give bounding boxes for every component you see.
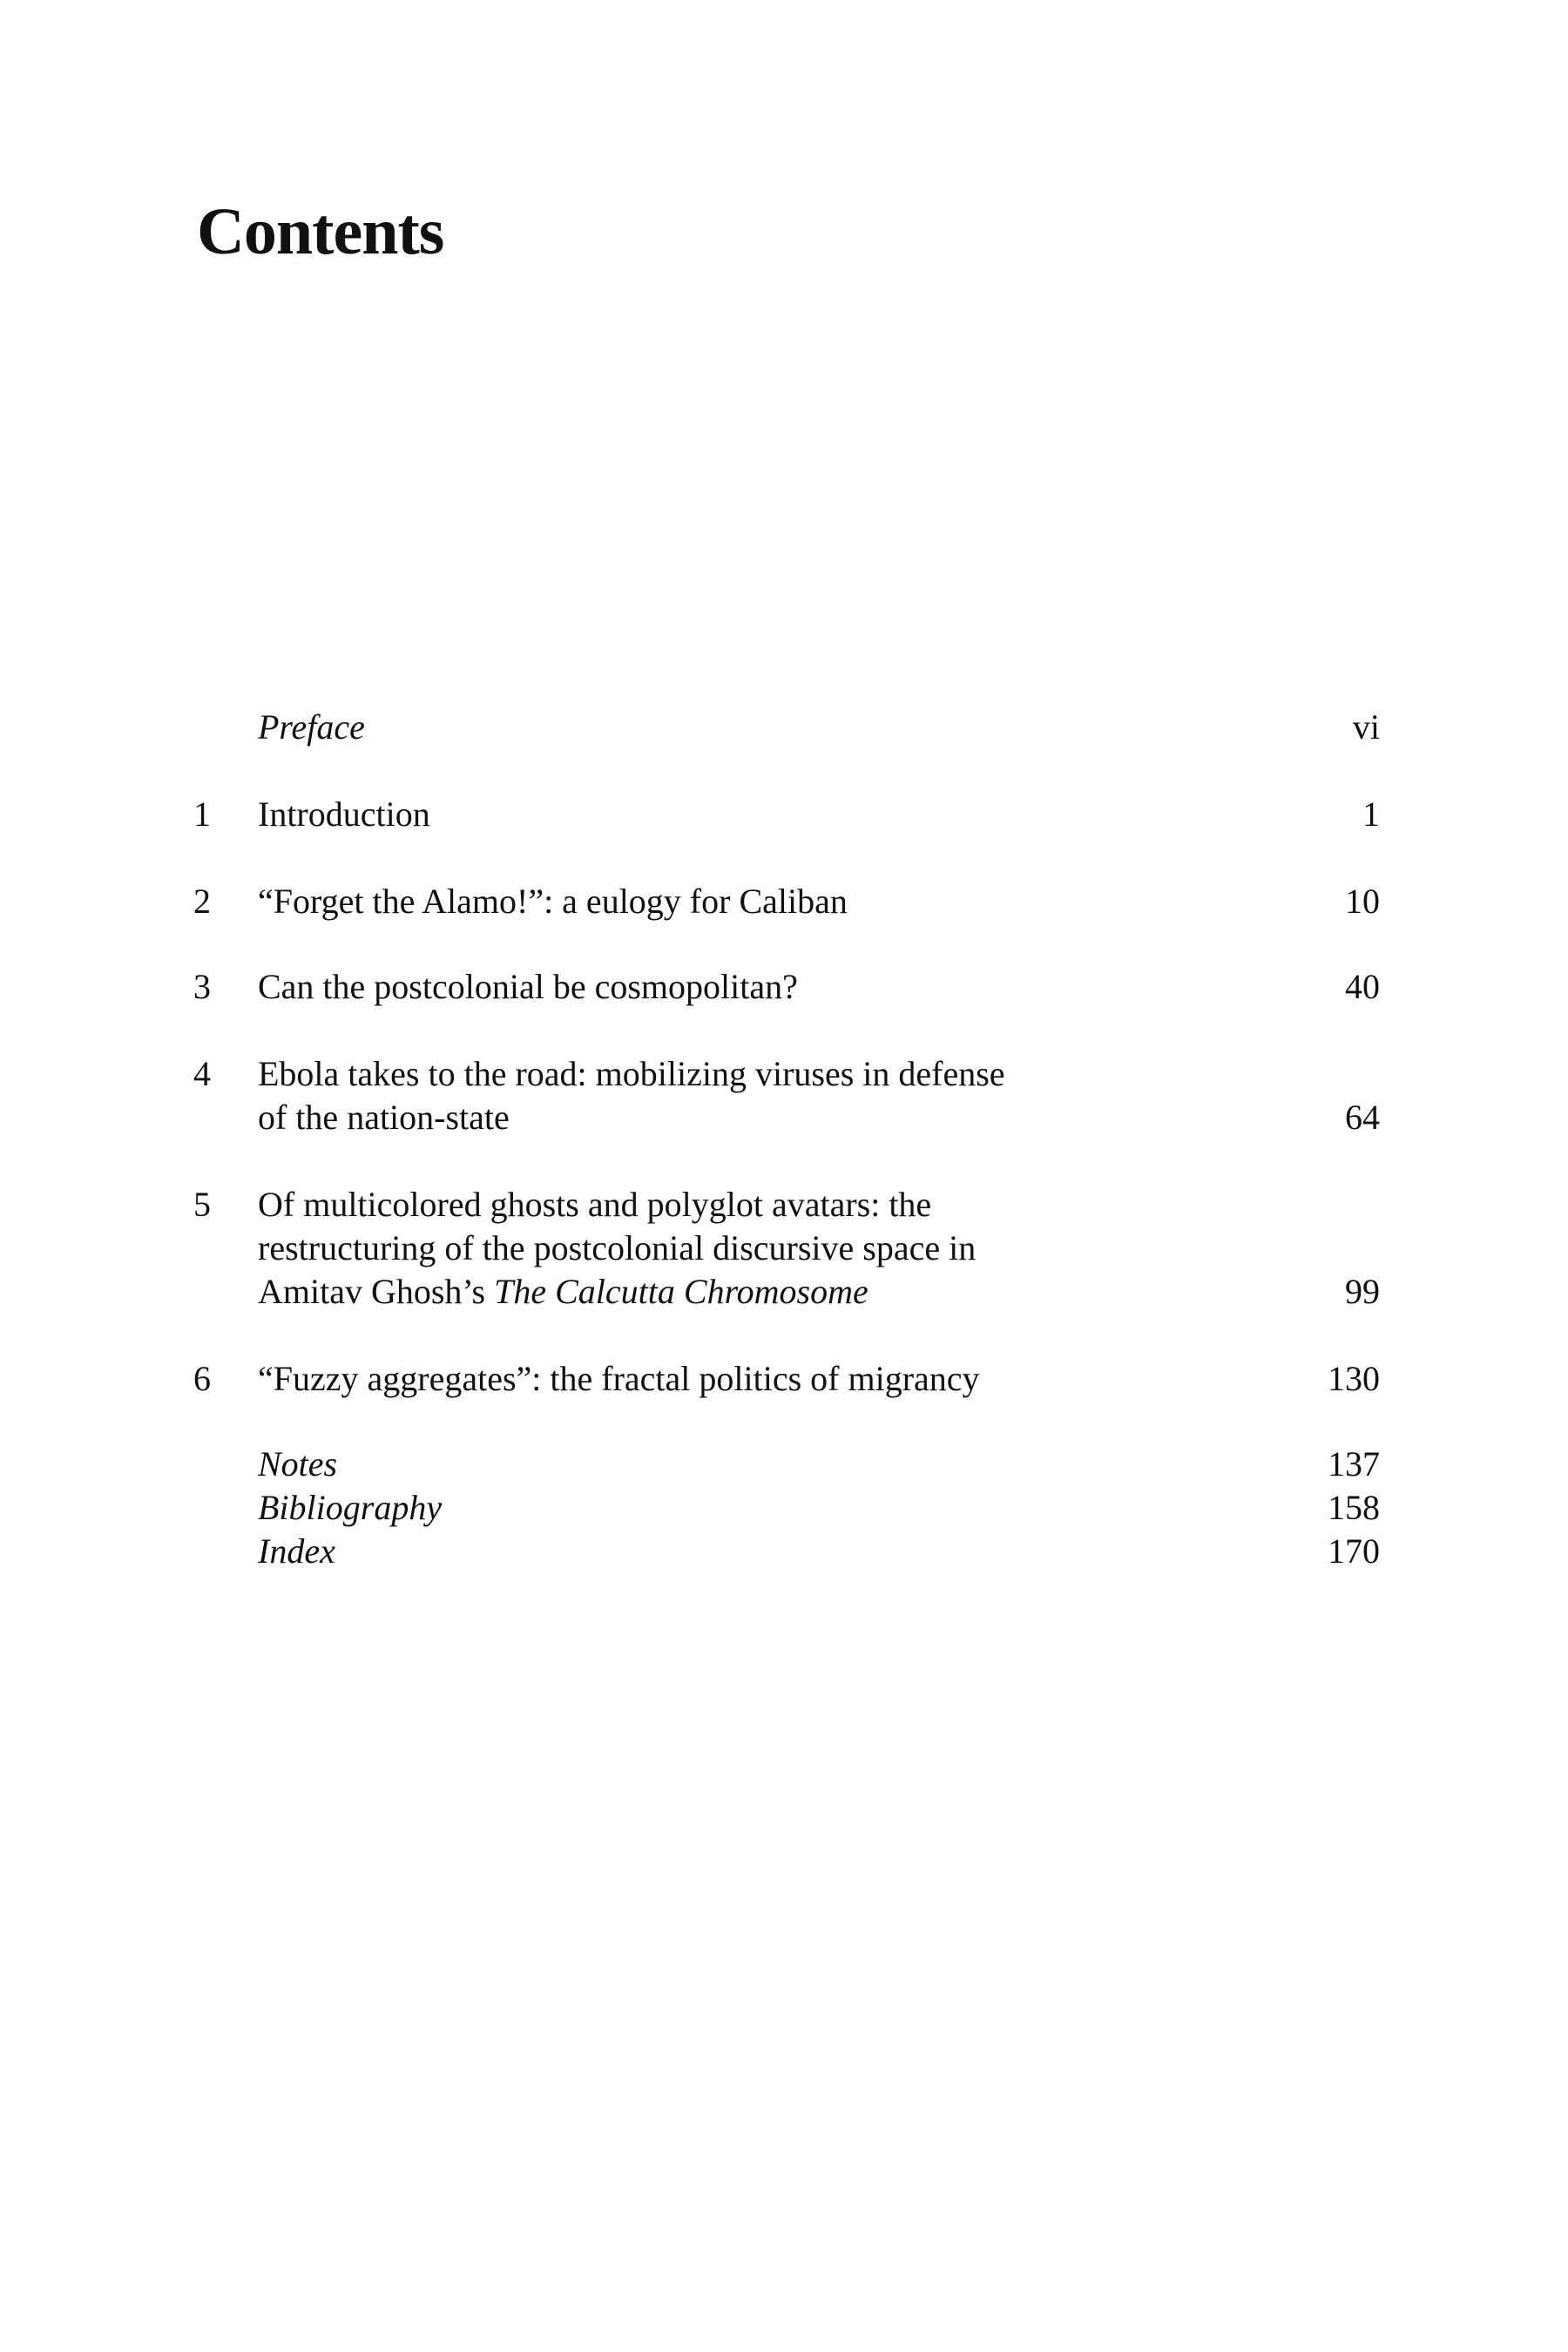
toc-entry-title: “Fuzzy aggregates”: the fractal politics of migrancy — [258, 1359, 980, 1398]
page-title: Contents — [197, 195, 444, 268]
toc-entry-index[interactable] — [0, 1530, 1568, 1573]
toc-entry-chapter-1[interactable] — [0, 793, 1568, 836]
toc-entry-page: 170 — [1328, 1531, 1380, 1571]
toc-entry-page: 99 — [1345, 1272, 1380, 1311]
toc-entry-title: Preface — [258, 707, 365, 747]
toc-entry-page: 10 — [1345, 882, 1380, 921]
toc-entry-title: Introduction — [258, 794, 430, 834]
chapter-number: 4 — [193, 1054, 211, 1093]
toc-entry-title: “Forget the Alamo!”: a eulogy for Caliban — [258, 882, 848, 921]
toc-entry-page: 40 — [1345, 967, 1380, 1006]
chapter-number: 3 — [193, 967, 211, 1006]
toc-entry-title: Index — [258, 1531, 335, 1571]
toc-entry-notes[interactable] — [0, 1443, 1568, 1486]
toc-entry-title: Ebola takes to the road: mobilizing viruses in defense of the nation-state — [258, 1054, 1005, 1137]
toc-entry-title: Of multicolored ghosts and polyglot avatars: the restructuring of the postcolonial discursive space in Amitav Ghosh’s The Calcutta Chromosome — [258, 1185, 977, 1311]
chapter-number: 6 — [193, 1359, 211, 1398]
chapter-number: 1 — [193, 794, 211, 834]
book-title: The Calcutta Chromosome — [494, 1272, 868, 1311]
chapter-number: 5 — [193, 1185, 211, 1224]
toc-entry-page: 158 — [1328, 1488, 1380, 1527]
toc-entry-title: Can the postcolonial be cosmopolitan? — [258, 967, 798, 1006]
toc-entry-bibliography[interactable] — [0, 1486, 1568, 1530]
toc-entry-chapter-2[interactable] — [0, 880, 1568, 923]
toc-entry-title: Bibliography — [258, 1488, 443, 1527]
toc-entry-page: vi — [1352, 707, 1380, 747]
toc-entry-preface[interactable] — [0, 706, 1568, 749]
toc-entry-chapter-4[interactable] — [0, 1052, 1568, 1139]
toc-entry-chapter-5[interactable] — [0, 1183, 1568, 1314]
toc-entry-title: Notes — [258, 1444, 338, 1484]
toc-entry-page: 1 — [1362, 794, 1380, 834]
toc-entry-chapter-6[interactable] — [0, 1357, 1568, 1401]
chapter-number: 2 — [193, 882, 211, 921]
toc-entry-page: 137 — [1328, 1444, 1380, 1484]
toc-entry-page: 64 — [1345, 1098, 1380, 1137]
toc-entry-page: 130 — [1328, 1359, 1380, 1398]
toc-entry-chapter-3[interactable] — [0, 965, 1568, 1009]
